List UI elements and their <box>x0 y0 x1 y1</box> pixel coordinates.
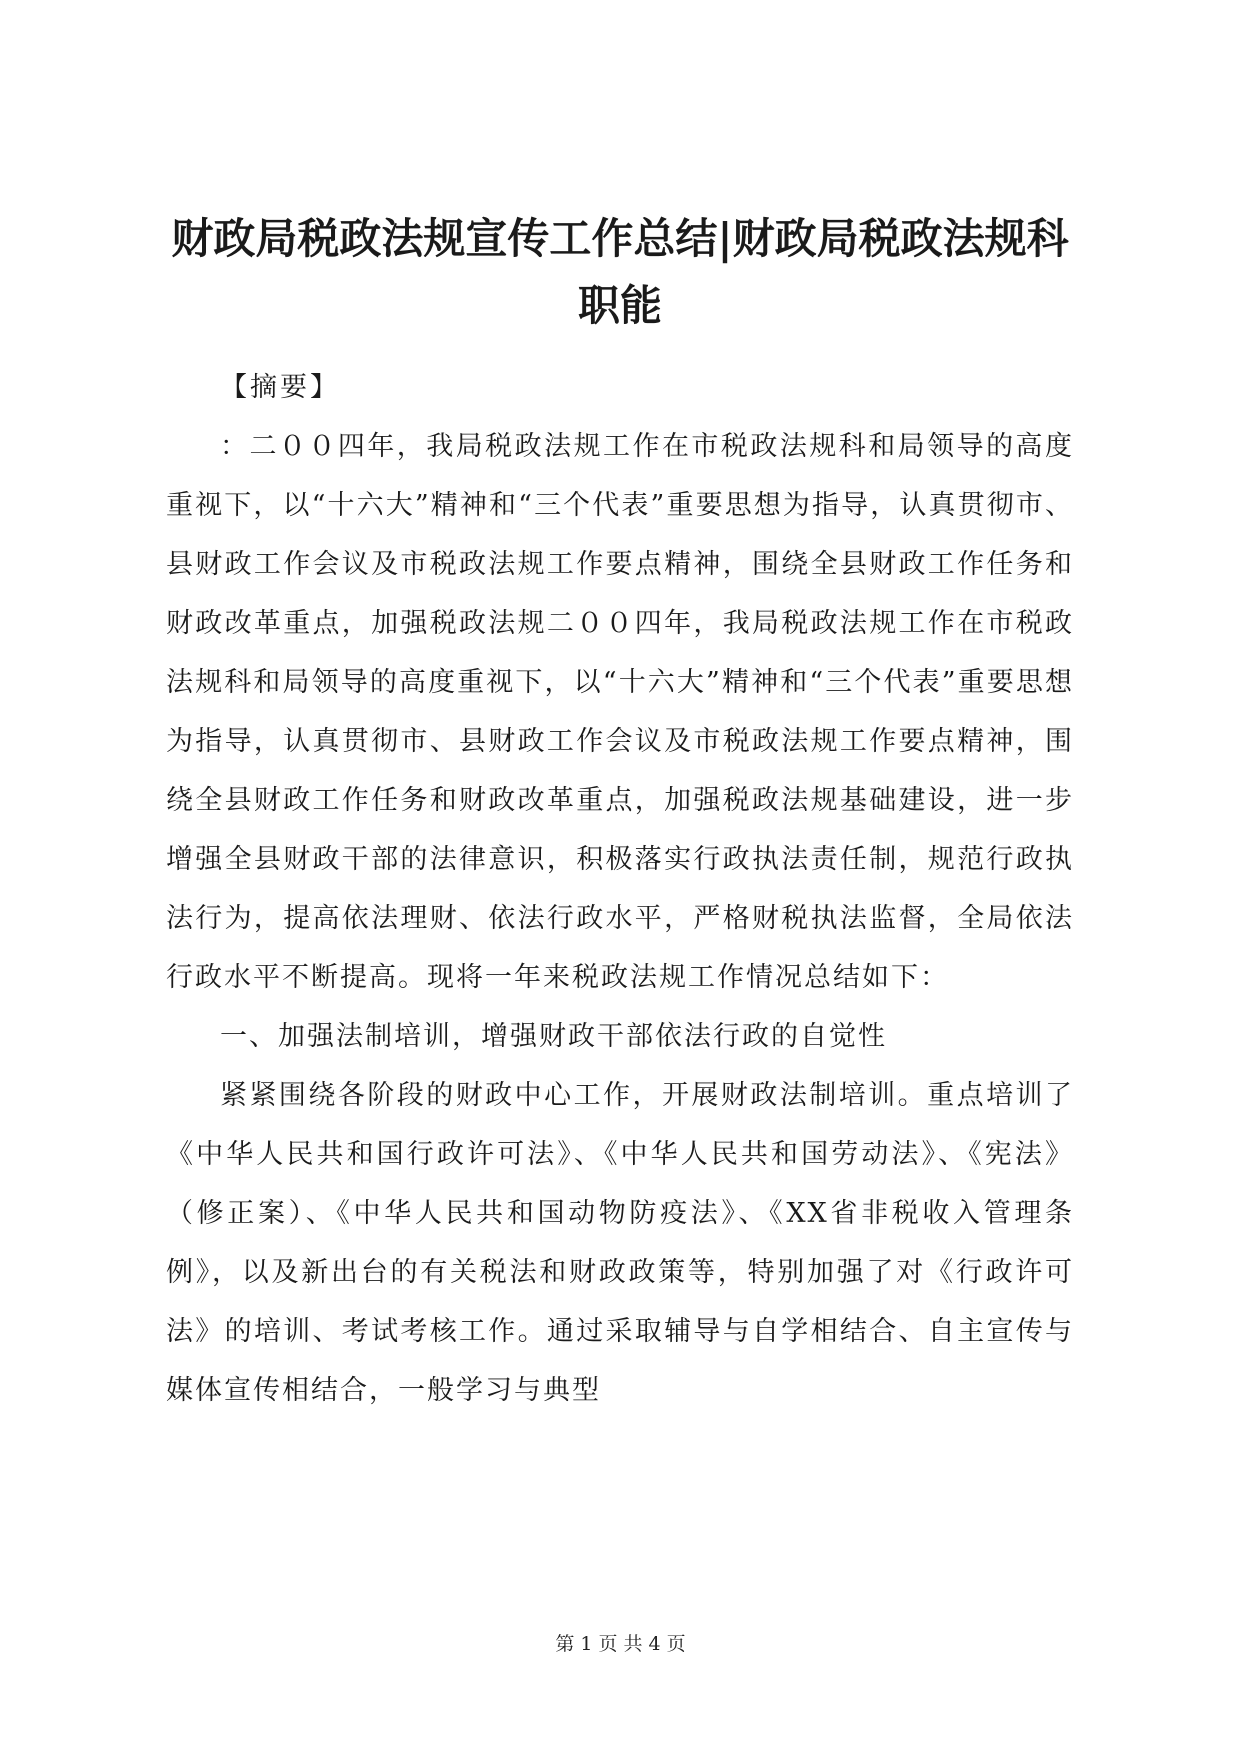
section-heading: 一、加强法制培训，增强财政干部依法行政的自觉性 <box>220 1021 887 1052</box>
body-paragraph: 紧紧围绕各阶段的财政中心工作，开展财政法制培训。重点培训了《中华人民共和国行政许可法》、《中华人民共和国劳动法》、《宪法》（修正案）、《中华人民共和国动物防疫法》、《XX省非税收入管理条例》，以及新出台的有关税法和财政政策等，特别加强了对《行政许可法》的培训、考试考核工作。通过采取辅导与自学相结合、自主宣传与媒体宣传相结合，一般学习与典型 <box>166 1080 1074 1406</box>
page-footer: 第 1 页 共 4 页 <box>555 1633 686 1655</box>
abstract-label: 【摘要】 <box>220 372 340 403</box>
document-body <box>166 358 1074 1420</box>
document-title: 财政局税政法规宣传工作总结|财政局税政法规科职能 <box>171 214 1069 330</box>
abstract-paragraph: ：二００四年，我局税政法规工作在市税政法规科和局领导的高度重视下，以“十六大”精神和“三个代表”重要思想为指导，认真贯彻市、县财政工作会议及市税政法规工作要点精神，围绕全县财政工作任务和财政改革重点，加强税政法规二００四年，我局税政法规工作在市税政法规科和局领导的高度重视下，以“十六大”精神和“三个代表”重要思想为指导，认真贯彻市、县财政工作会议及市税政法规工作要点精神，围绕全县财政工作任务和财政改革重点，加强税政法规基础建设，进一步增强全县财政干部的法律意识，积极落实行政执法责任制，规范行政执法行为，提高依法理财、依法行政水平，严格财税执法监督，全局依法行政水平不断提高。现将一年来税政法规工作情况总结如下： <box>166 431 1074 993</box>
